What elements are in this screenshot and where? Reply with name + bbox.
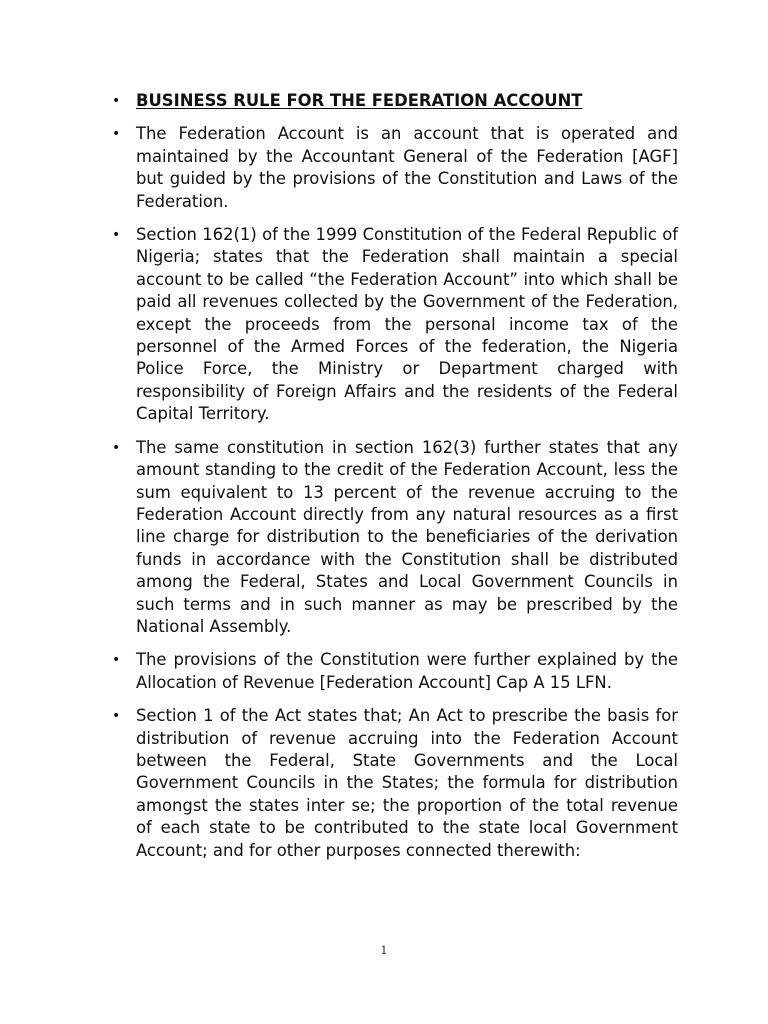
paragraph-section-1-of-act [112,705,678,862]
paragraph-federation-account-definition [112,123,678,213]
bullet-icon: • [112,708,121,725]
bullet-icon: • [112,439,121,456]
paragraph-text: The Federation Account is an account that is operated and maintained by the Accountant General of the Federation [AGF] but guided by the provisions of the Constitution and Laws of the Federation. [136,124,678,211]
paragraph-section-162-1 [112,224,678,426]
paragraph-text: The same constitution in section 162(3) further states that any amount standing to the credit of the Federation Account, less the sum equivalent to 13 percent of the revenue accruing to the Federation Account directly from any natural resources as a first line charge for distribution to the beneficiaries of the derivation funds in accordance with the Constitution shall be distributed among the Federal, States and Local Government Councils in such terms and in such manner as may be prescribed by the National Assembly. [136,437,678,636]
bullet-icon: • [112,126,121,143]
document-heading: BUSINESS RULE FOR THE FEDERATION ACCOUNT [136,91,583,110]
page-number: 1 [380,944,388,957]
bullet-icon: • [112,227,121,244]
paragraph-text: Section 162(1) of the 1999 Constitution of the Federal Republic of Nigeria; states that the Federation shall maintain a special account to be called “the Federation Account” into which shall be paid all revenues collected by the Government of the Federation, except the proceeds from the personal income tax of the personnel of the Armed Forces of the federation, the Nigeria Police Force, the Ministry or Department charged with responsibility of Foreign Affairs and the residents of the Federal Capital Territory. [136,225,678,424]
bullet-icon: • [112,93,121,109]
document-body [112,90,678,873]
bullet-list [112,90,678,862]
paragraph-allocation-of-revenue [112,649,678,694]
paragraph-text: The provisions of the Constitution were further explained by the Allocation of Revenue [Federation Account] Cap A 15 LFN. [136,650,678,692]
heading-item [112,90,678,112]
paragraph-section-162-3 [112,437,678,639]
bullet-icon: • [112,652,121,669]
paragraph-text: Section 1 of the Act states that; An Act to prescribe the basis for distribution of revenue accruing into the Federation Account between the Federal, State Governments and the Local Government Councils in the States; the formula for distribution amongst the states inter se; the proportion of the total revenue of each state to be contributed to the state local Government Account; and for other purposes connected therewith: [136,706,678,860]
